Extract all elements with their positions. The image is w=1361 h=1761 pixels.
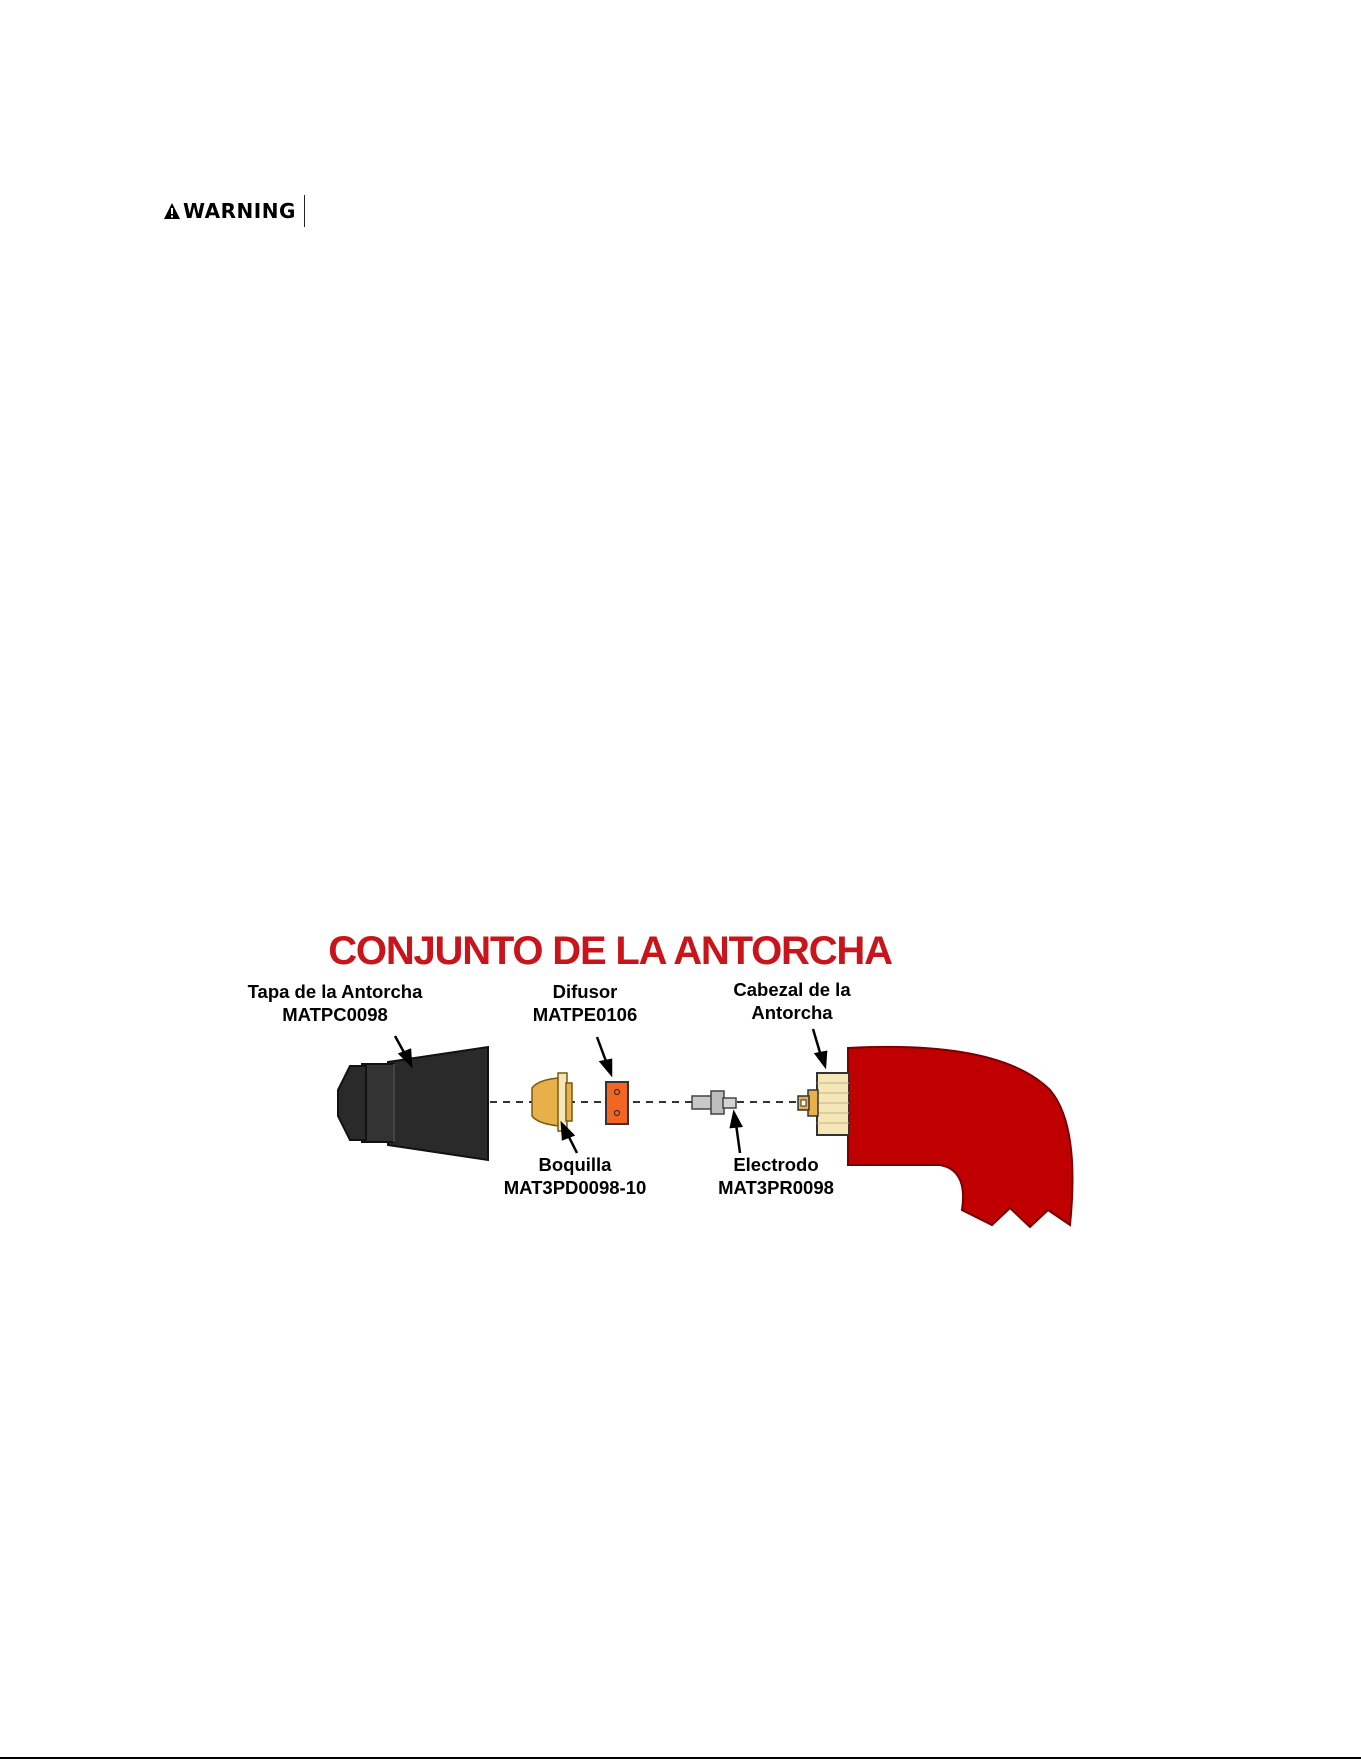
electrode-name-label: Electrodo: [733, 1154, 819, 1175]
warning-triangle-icon: [163, 202, 181, 220]
diffuser: [606, 1082, 628, 1124]
nozzle-arrow: [562, 1124, 577, 1153]
electrode-arrow: [731, 1113, 741, 1153]
diffuser-code-label: MATPE0106: [532, 1004, 638, 1025]
electrode: [692, 1091, 736, 1114]
diffuser-name-label: Difusor: [552, 981, 618, 1002]
torch-head-arrow: [813, 1029, 826, 1066]
page-bottom-rule: [0, 1757, 1361, 1759]
torch-head-name-label-line2: Antorcha: [751, 1002, 833, 1023]
warning-label: WARNING: [183, 199, 296, 223]
torch-body: [848, 1047, 1073, 1227]
torch-head-name-label: Cabezal de la: [733, 979, 851, 1000]
diffuser-arrow: [597, 1037, 611, 1074]
shield-cap-code-label: MATPC0098: [282, 1004, 388, 1025]
nozzle-name-label: Boquilla: [538, 1154, 612, 1175]
nozzle: [532, 1073, 572, 1131]
nozzle-code-label: MAT3PD0098-10: [503, 1177, 647, 1198]
torch-head: [798, 1073, 849, 1135]
shield-cap: [338, 1047, 488, 1160]
warning-tag: [163, 195, 305, 227]
diagram-title: CONJUNTO DE LA ANTORCHA: [328, 929, 892, 973]
electrode-code-label: MAT3PR0098: [718, 1177, 834, 1198]
shield-cap-name-label: Tapa de la Antorcha: [247, 981, 423, 1002]
torch-assembly-diagram: [240, 920, 1100, 1240]
